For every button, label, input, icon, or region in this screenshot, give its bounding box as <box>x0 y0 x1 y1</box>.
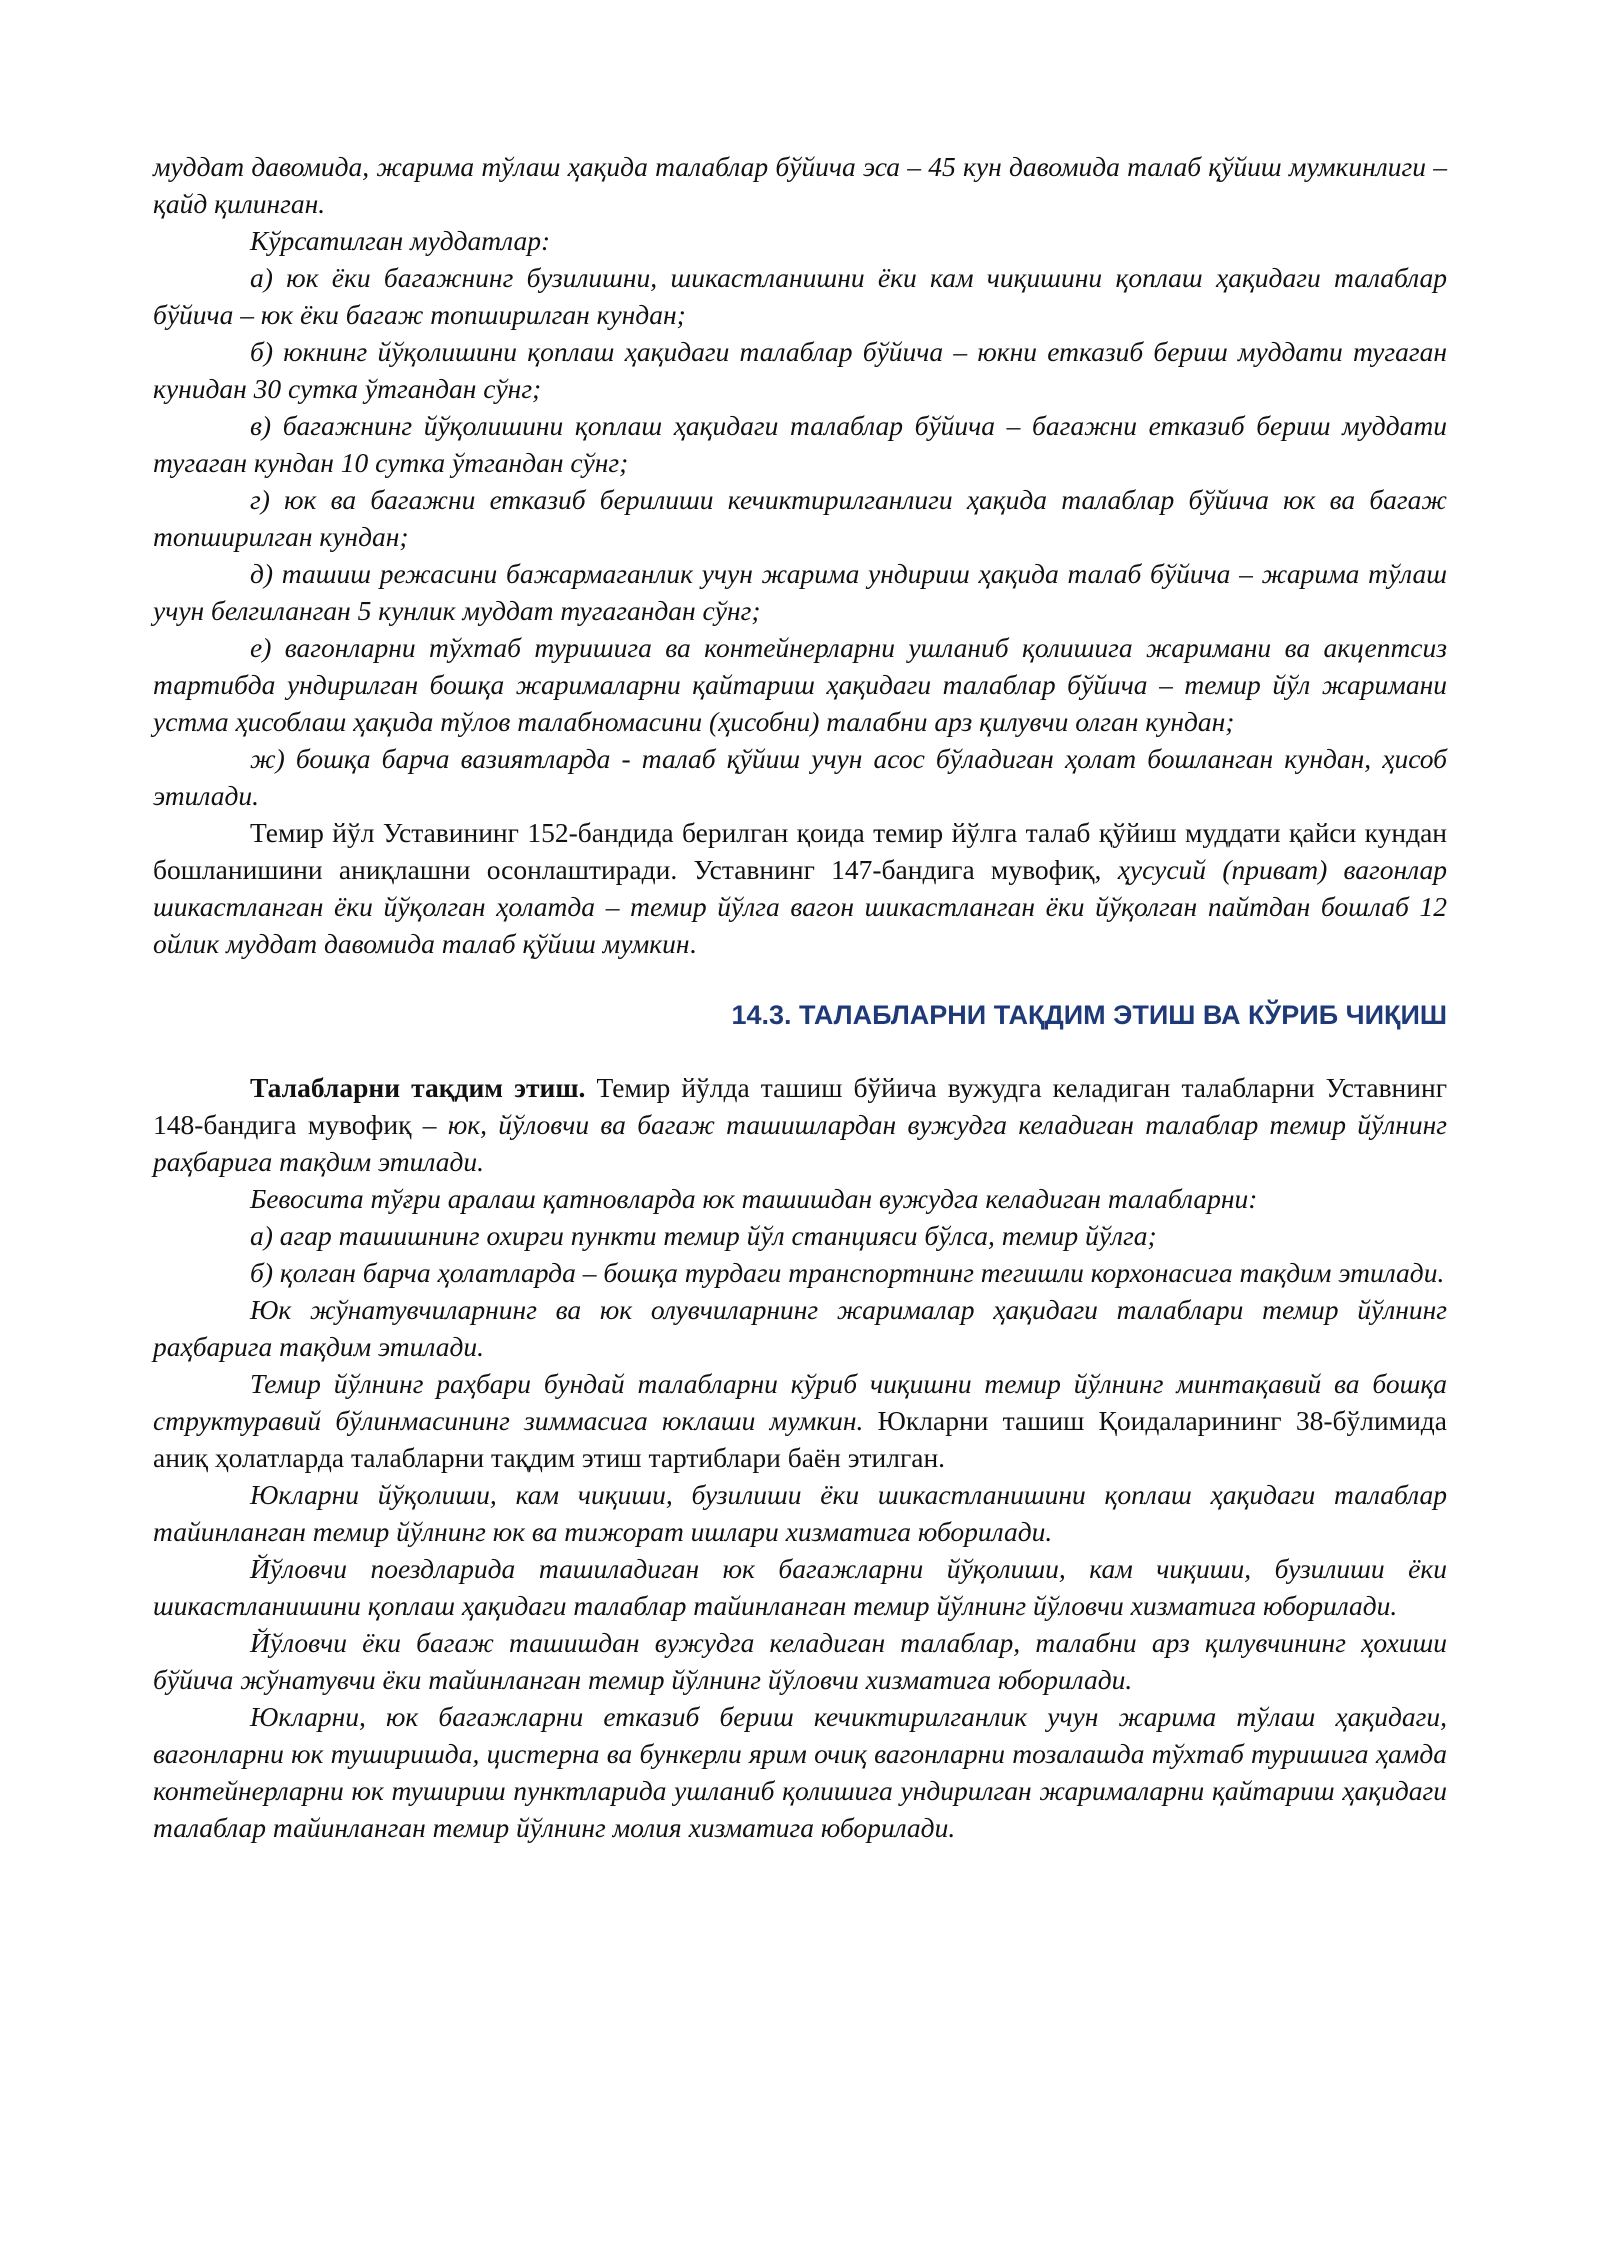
ustav-period: . <box>689 928 697 959</box>
paragraph-shipper-fines: Юк жўнатувчиларнинг ва юк олувчиларнинг жарималар ҳақидаги талаблари темир йўлнинг раҳбарига тақдим этилади. <box>153 1294 1447 1362</box>
claims-submission-text: Темир йўлда ташиш бўйича вужудга келадиган талабларни Уставнинг 148-бандига мувофиқ – <box>153 1072 1447 1140</box>
list-item-g: г) юк ва багажни етказиб берилиши кечиктирилганлиги ҳақида талаблар бўйича юк ва багаж топширилган кундан; <box>153 484 1447 552</box>
list-item-v: в) багажнинг йўқолишини қоплаш ҳақидаги талаблар бўйича – багажни етказиб бериш муддати тугаган кундан 10 сутка ўтгандан сўнг; <box>153 410 1447 478</box>
claims-submission-italic: юк, йўловчи ва багаж ташишлардан вужудга келадиган талаблар темир йўлнинг раҳбарига тақдим этилади. <box>153 1109 1447 1177</box>
list-item-zh: ж) бошқа барча вазиятларда - талаб қўйиш учун асос бўладиган ҳолат бошланган кундан, ҳисоб этилади. <box>153 743 1447 811</box>
paragraph-cargo-loss: Юкларни йўқолиши, кам чиқиши, бузилиши ёки шикастланишини қоплаш ҳақидаги талаблар тайинланган темир йўлнинг юк ва тижорат ишлари хизматига юборилади. <box>153 1479 1447 1547</box>
head-review-text: Юкларни ташиш Қоидаларининг 38-бўлимида аниқ ҳолатларда талабларни тақдим этиш тартиблари баён этилган. <box>153 1405 1447 1473</box>
list-item-a: а) юк ёки багажнинг бузилишни, шикастланишни ёки кам чиқишини қоплаш ҳақидаги талаблар бўйича – юк ёки багаж топширилган кундан; <box>153 262 1447 330</box>
list-item-a-railway: а) агар ташишнинг охирги пункти темир йўл станцияси бўлса, темир йўлга; <box>250 1220 1157 1251</box>
paragraph-continuation: муддат давомида, жарима тўлаш ҳақида талаблар бўйича эса – 45 кун давомида талаб қўйиш мумкинлиги – қайд қилинган. <box>153 151 1447 219</box>
list-item-b: б) юкнинг йўқолишини қоплаш ҳақидаги талаблар бўйича – юкни етказиб бериш муддати тугаган кунидан 30 сутка ўтгандан сўнг; <box>153 336 1447 404</box>
section-heading: 14.3. ТАЛАБЛАРНИ ТАҚДИМ ЭТИШ ВА КЎРИБ ЧИҚИШ <box>731 1000 1447 1030</box>
paragraph-claims-submission <box>153 1069 1447 1180</box>
paragraph-head-review <box>153 1365 1447 1476</box>
list-item-e: е) вагонларни тўхтаб туришига ва контейнерларни ушланиб қолишига жаримани ва акцептсиз тартибда ундирилган бошқа жарималарни қайтариш ҳақидаги талаблар бўйича – темир йўл жаримани устма ҳисоблаш ҳақида тўлов талабномасини (ҳисобни) талабни арз қилувчи олган кундан; <box>153 632 1447 737</box>
ustav-152-text: Темир йўл Уставининг 152-бандида берилган қоида темир йўлга талаб қўйиш муддати қайси кундан бошланишини аниқлашни осонлаштиради. Уставнинг 147-бандига мувофиқ, <box>153 817 1447 885</box>
ustav-147-italic-text: ҳусусий (приват) вагонлар шикастланган ёки йўқолган ҳолатда – темир йўлга вагон шикастланган ёки йўқолган пайтдан бошлаб 12 ойлик муддат давомида талаб қўйиш мумкин <box>153 854 1447 959</box>
list-item-d: д) ташиш режасини бажармаганлик учун жарима ундириш ҳақида талаб бўйича – жарима тўлаш учун белгиланган 5 кунлик муддат тугагандан сўнг; <box>153 558 1447 626</box>
claims-submission-title: Талабларни тақдим этиш. <box>250 1072 586 1103</box>
head-review-italic: Темир йўлнинг раҳбари бундай талабларни кўриб чиқишни темир йўлнинг минтақавий ва бошқа структуравий бўлинмасининг зиммасига юклаши мумкин. <box>153 1368 1447 1436</box>
paragraph-mixed-transport: Бевосита тўғри аралаш қатновларда юк ташишдан вужудга келадиган талабларни: <box>250 1183 1258 1214</box>
paragraph-deadlines-intro: Кўрсатилган муддатлар: <box>250 225 551 256</box>
paragraph-finance-service: Юкларни, юк багажларни етказиб бериш кечиктирилганлик учун жарима тўлаш ҳақидаги, вагонларни юк туширишда, цистерна ва бункерли ярим очиқ вагонларни тозалашда тўхтаб туришига ҳамда контейнерларни юк тушириш пунктларида ушланиб қолишига ундирилган жарималарни қайтариш ҳақидаги талаблар тайинланган темир йўлнинг молия хизматига юборилади. <box>153 1701 1447 1843</box>
list-item-b-other-transport: б) қолган барча ҳолатларда – бошқа турдаги транспортнинг тегишли корхонасига тақдим этилади. <box>250 1257 1445 1288</box>
paragraph-ustav-152 <box>153 814 1447 962</box>
paragraph-passenger-claims: Йўловчи ёки багаж ташишдан вужудга келадиган талаблар, талабни арз қилувчининг ҳохиши бўйича жўнатувчи ёки тайинланган темир йўлнинг йўловчи хизматига юборилади. <box>153 1627 1447 1695</box>
paragraph-passenger-train-baggage: Йўловчи поездларида ташиладиган юк багажларни йўқолиши, кам чиқиши, бузилиши ёки шикастланишини қоплаш ҳақидаги талаблар тайинланган темир йўлнинг йўловчи хизматига юборилади. <box>153 1553 1447 1621</box>
